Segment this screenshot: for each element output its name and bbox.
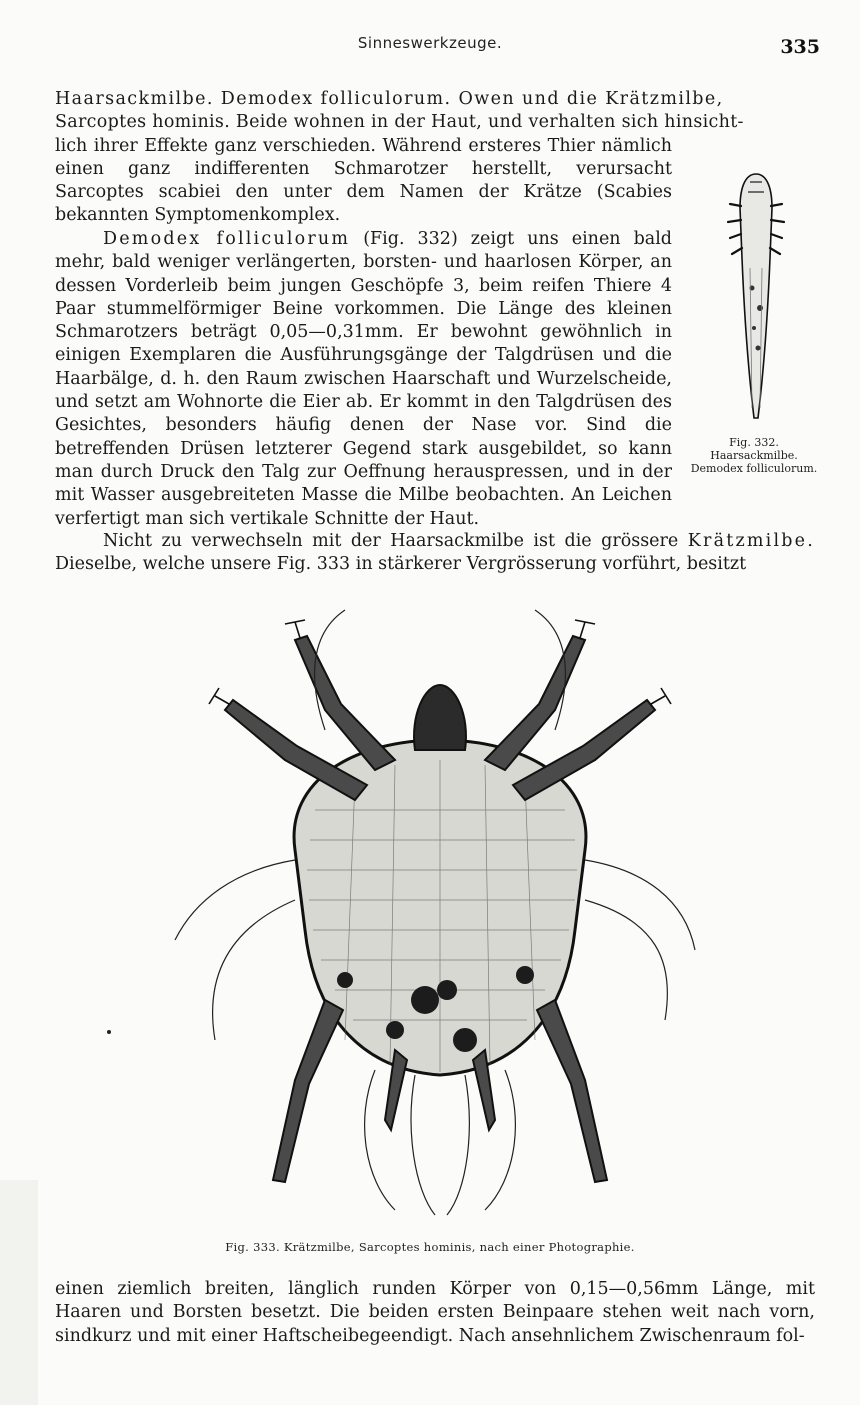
mite-head [414, 685, 466, 750]
intro-line-1: Haarsackmilbe. Demodex folliculorum. Owen und die Krätzmilbe, [55, 89, 724, 109]
paragraph-kraetzmilbe-description [55, 1278, 815, 1348]
demodex-leg [770, 248, 780, 254]
paragraph-intro [55, 88, 744, 228]
kraetz-intro-term: Krätzmilbe. [687, 531, 815, 551]
mite-leg-hind [537, 1000, 607, 1182]
demodex-body [740, 174, 772, 418]
paragraph-kraetzmilbe-intro [55, 530, 815, 577]
paragraph-demodex [55, 228, 672, 531]
intro-line-2: Sarcoptes hominis. Beide wohnen in der Haut, und verhalten sich hinsicht- [55, 112, 744, 133]
mite-leg-front [295, 636, 395, 770]
demodex-leg [728, 220, 741, 222]
mite-leg-hind [273, 1000, 343, 1182]
figure-333-sarcoptes-illustration [95, 600, 785, 1220]
mite-leg-front [485, 636, 585, 770]
demodex-leg [771, 234, 782, 238]
intro-rest: lich ihrer Effekte ganz verschieden. Während ersteres Thier nämlich einen ganz indifferenten Schmarotzer herstellt, verursacht Sarcoptes scabiei den unter dem Namen der Krätze (Scabies bekannten Symptomenkomplex. [55, 135, 672, 226]
running-header: Sinneswerkzeuge. [357, 34, 503, 52]
kraetz-intro-a: Nicht zu verwechseln mit der Haarsackmilbe ist die grössere [103, 531, 688, 551]
kraetz-intro-c: Dieselbe, welche unsere Fig. 333 in stärkerer Vergrösserung vorführt, besitzt [55, 554, 747, 575]
figure-332-caption: Fig. 332. Haarsackmilbe. Demodex folliculorum. [690, 436, 818, 475]
figure-333-caption: Fig. 333. Krätzmilbe, Sarcoptes hominis, nach einer Photographie. [225, 1240, 635, 1254]
demodex-leg [730, 234, 741, 238]
demodex-leg [732, 248, 742, 254]
demodex-leg [771, 220, 784, 222]
page-edge-shadow [0, 1180, 38, 1405]
demodex-text: (Fig. 332) zeigt uns einen bald mehr, bald weniger verlängerten, borsten- und haarlosen Körper, an dessen Vorderleib beim jungen Geschöpfe 3, beim reifen Thiere 4 Paar stummelförmiger Beine vorkommen. Die Länge des kleinen Schmarotzers beträgt 0,05—0,31mm. Er bewohnt gewöhnlich in einigen Exemplaren die Ausführungsgänge der Talgdrüsen und die Haarbälge, d. h. den Raum zwischen Haarschaft und Wurzelscheide, und setzt am Wohnorte die Eier ab. Er kommt in den Talgdrüsen des Gesichtes, besonders häufig denen der Nase vor. Sind die betreffenden Drüsen letzterer Gegend stark ausgebildet, so kann man durch Druck den Talg zur Oeffnung herauspressen, und in der mit Wasser ausgebreiteten Masse die Milbe beobachten. An Leichen verfertigt man sich vertikale Schnitte der Haut. [55, 229, 673, 529]
demodex-lead: Demodex folliculorum [103, 229, 351, 249]
kraetz-description-text: einen ziemlich breiten, länglich runden Körper von 0,15—0,56mm Länge, mit Haaren und Borsten besetzt. Die beiden ersten Beinpaare stehen weit nach vorn, sindkurz und mit einer Haftscheibegeendigt. Nach ansehnlichem Zwischenraum fol- [55, 1279, 815, 1346]
page-number: 335 [780, 36, 820, 58]
figure-332-demodex-illustration [720, 168, 792, 430]
